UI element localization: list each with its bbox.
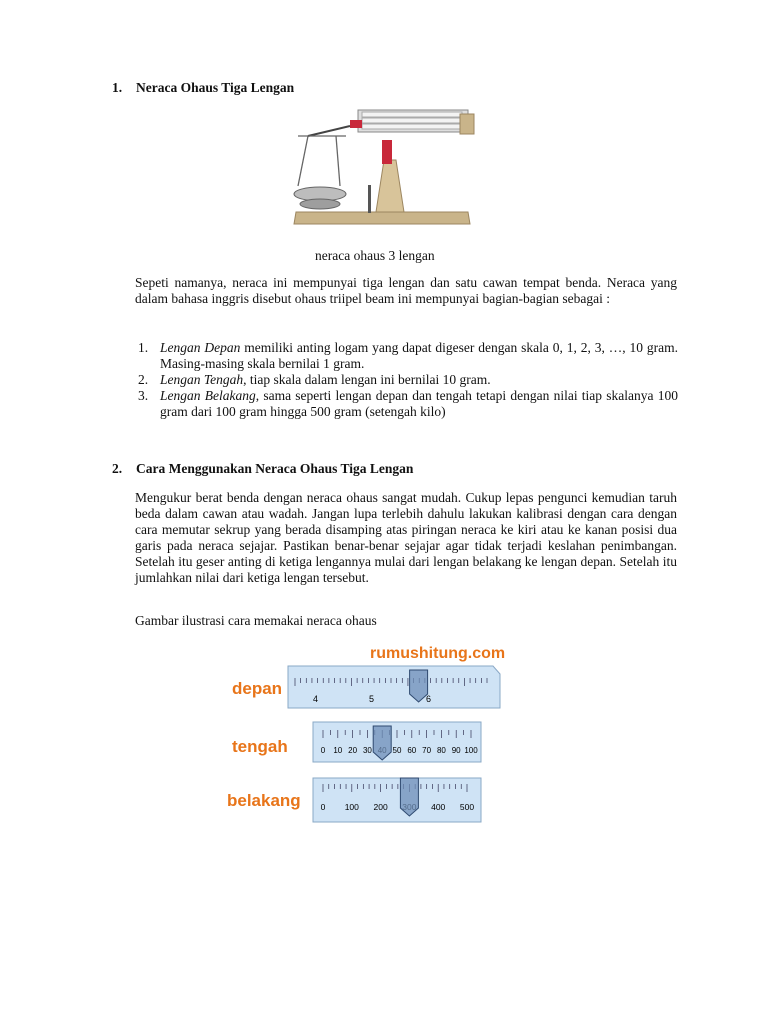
belakang-tick-label: 500 (459, 802, 475, 812)
list-item-text: , sama seperti lengan depan dan tengah tetapi dengan nilai tiap skalanya 100 gram dari 100 gram hingga 500 gram (setengah kilo) (160, 388, 678, 419)
list-item-term: Lengan Tengah (160, 372, 244, 387)
tengah-tick-label: 70 (422, 746, 432, 755)
illustration-caption: Gambar ilustrasi cara memakai neraca ohaus (135, 613, 377, 628)
parts-list (138, 340, 678, 420)
list-item-text: , tiap skala dalam lengan ini bernilai 10 gram. (243, 372, 491, 387)
tengah-label: tengah (232, 737, 288, 756)
section1-heading (112, 80, 294, 96)
list-item-number: 2. (138, 372, 149, 387)
tengah-tick-label: 20 (348, 746, 358, 755)
list-item-text: memiliki anting logam yang dapat digeser dengan skala 0, 1, 2, 3, …, 10 gram. Masing-masing skala bernilai 1 gram. (160, 340, 678, 371)
section2-body: Mengukur berat benda dengan neraca ohaus sangat mudah. Cukup lepas pengunci kemudian taruh beda dalam cawan atau wadah. Jangan lupa terlebih dahulu lakukan kalibrasi dengan cara dengan cara memutar sekrup yang berada disamping atas piringan neraca ke kiri atau ke kanan posisi dua garis pada neraca sejajar. Pastikan benar-benar sejajar agar tidak terjadi keslahan penimbangan. Setelah itu geser anting di ketiga lengannya mulai dari lengan belakang ke lengan depan. Setelah itu jumlahkan nilai dari ketiga lengan tersebut. (135, 490, 677, 585)
depan-tick-label: 4 (313, 694, 319, 704)
tengah-tick-label: 50 (392, 746, 402, 755)
list-item-number: 3. (138, 388, 149, 403)
section2-heading (112, 461, 413, 477)
list-item (138, 388, 678, 420)
tengah-tick-label: 100 (464, 746, 478, 755)
beam-illustration (225, 636, 525, 828)
tengah-beam (313, 722, 481, 762)
section1-title: Neraca Ohaus Tiga Lengan (136, 80, 295, 95)
tengah-tick-label: 10 (333, 746, 343, 755)
tengah-tick-label: 30 (362, 746, 372, 755)
list-item-number: 1. (138, 340, 149, 355)
depan-beam (288, 666, 500, 708)
section1-intro: Sepeti namanya, neraca ini mempunyai tiga lengan dan satu cawan tempat benda. Neraca yang dalam bahasa inggris disebut ohaus triipel beam ini mempunyai bagian-bagian sebagai : (135, 275, 677, 306)
section1-number: 1. (112, 80, 123, 95)
belakang-tick-label: 100 (344, 802, 359, 812)
tengah-tick-label: 0 (320, 746, 326, 755)
tengah-rider (373, 726, 391, 760)
section2-number: 2. (112, 461, 123, 476)
belakang-tick-label: 200 (373, 802, 388, 812)
list-item-term: Lengan Belakang (160, 388, 256, 403)
depan-tick-label: 5 (369, 694, 375, 704)
watermark: rumushitung.com (370, 645, 506, 662)
tengah-tick-label: 60 (407, 746, 417, 755)
section2-title: Cara Menggunakan Neraca Ohaus Tiga Lengan (136, 461, 414, 476)
depan-tick-label: 6 (426, 694, 432, 704)
depan-label: depan (232, 679, 283, 698)
belakang-tick-label: 0 (320, 802, 326, 812)
tengah-tick-label: 80 (436, 746, 446, 755)
list-item (138, 372, 678, 388)
belakang-tick-label: 400 (431, 802, 446, 812)
belakang-rider (400, 778, 418, 816)
triple-beam-balance-photo (288, 100, 478, 230)
list-item (138, 340, 678, 372)
photo-caption: neraca ohaus 3 lengan (315, 248, 435, 263)
tengah-tick-label: 90 (451, 746, 461, 755)
list-item-term: Lengan Depan (160, 340, 241, 355)
belakang-label: belakang (227, 791, 301, 810)
